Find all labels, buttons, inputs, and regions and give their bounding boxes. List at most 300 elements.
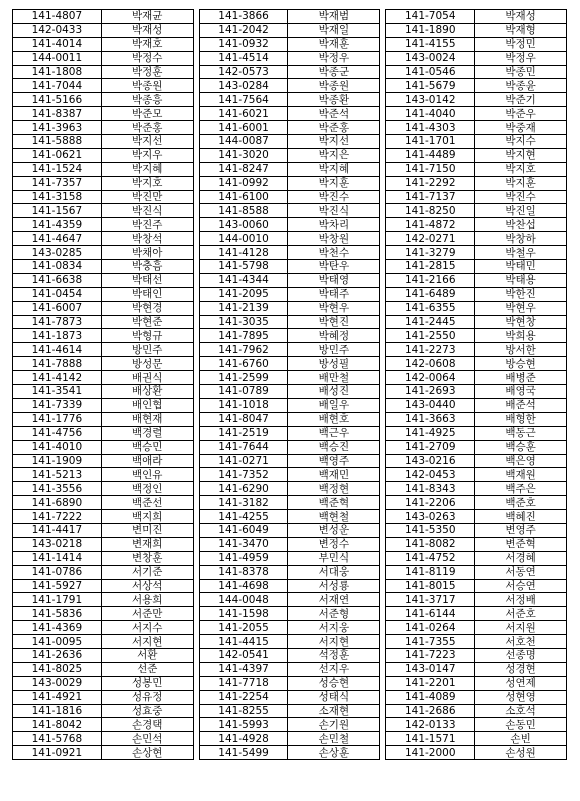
member-name: 박진식	[101, 204, 193, 218]
member-name: 방성문	[101, 357, 193, 371]
table-row	[13, 23, 567, 37]
member-name: 손동민	[475, 718, 567, 732]
member-code: 141-4872	[386, 218, 475, 232]
member-name: 박재성	[475, 10, 567, 24]
member-code: 141-7150	[386, 162, 475, 176]
member-code: 141-0264	[386, 621, 475, 635]
member-code: 143-0216	[386, 454, 475, 468]
member-name: 박태영	[288, 273, 380, 287]
member-code: 141-7054	[386, 10, 475, 24]
member-code: 141-2693	[386, 385, 475, 399]
member-code: 141-1414	[13, 551, 102, 565]
member-code: 141-4303	[386, 121, 475, 135]
member-name: 박종환	[288, 93, 380, 107]
member-code: 144-0048	[199, 593, 288, 607]
member-name: 백준선	[101, 496, 193, 510]
member-code: 143-0142	[386, 93, 475, 107]
member-list-table	[12, 9, 567, 760]
member-name: 선지우	[288, 662, 380, 676]
member-code: 141-2599	[199, 371, 288, 385]
table-row	[13, 287, 567, 301]
table-row	[13, 176, 567, 190]
member-code: 141-7895	[199, 329, 288, 343]
member-name: 박희용	[475, 329, 567, 343]
member-code: 141-6100	[199, 190, 288, 204]
member-code: 141-7873	[13, 315, 102, 329]
member-name: 성연제	[475, 676, 567, 690]
member-name: 박현창	[475, 315, 567, 329]
member-code: 143-0218	[13, 537, 102, 551]
member-name: 박지현	[475, 148, 567, 162]
member-name: 방서한	[475, 343, 567, 357]
member-code: 141-7223	[386, 648, 475, 662]
member-name: 박종민	[475, 65, 567, 79]
member-name: 서준형	[288, 607, 380, 621]
member-code: 141-4752	[386, 551, 475, 565]
member-code: 141-2519	[199, 426, 288, 440]
member-code: 141-4514	[199, 51, 288, 65]
member-name: 백승민	[101, 440, 193, 454]
member-name: 백준호	[475, 496, 567, 510]
member-name: 손민석	[101, 732, 193, 746]
member-code: 143-0060	[199, 218, 288, 232]
member-name: 소재현	[288, 704, 380, 718]
member-name: 배인협	[101, 398, 193, 412]
member-code: 141-0095	[13, 635, 102, 649]
member-code: 141-4415	[199, 635, 288, 649]
member-code: 141-4756	[13, 426, 102, 440]
member-code: 142-0433	[13, 23, 102, 37]
member-name: 백준혁	[288, 496, 380, 510]
table-row	[13, 551, 567, 565]
member-name: 손상훈	[288, 746, 380, 760]
member-name: 박현준	[101, 315, 193, 329]
member-code: 141-6144	[386, 607, 475, 621]
member-name: 백주은	[475, 482, 567, 496]
table-row	[13, 343, 567, 357]
table-row	[13, 426, 567, 440]
member-code: 141-7137	[386, 190, 475, 204]
member-code: 141-2636	[13, 648, 102, 662]
member-code: 141-3158	[13, 190, 102, 204]
table-row	[13, 732, 567, 746]
table-row	[13, 385, 567, 399]
table-row	[13, 162, 567, 176]
member-name: 박준석	[288, 107, 380, 121]
member-name: 박찬섭	[475, 218, 567, 232]
table-row	[13, 579, 567, 593]
member-code: 141-8015	[386, 579, 475, 593]
member-name: 박지호	[101, 176, 193, 190]
table-row	[13, 190, 567, 204]
member-name: 방민주	[288, 343, 380, 357]
member-name: 서승연	[475, 579, 567, 593]
member-name: 박지혜	[101, 162, 193, 176]
member-name: 박현우	[475, 301, 567, 315]
table-row	[13, 718, 567, 732]
table-row	[13, 121, 567, 135]
member-name: 박형규	[101, 329, 193, 343]
member-code: 141-1816	[13, 704, 102, 718]
member-name: 방민주	[101, 343, 193, 357]
member-name: 박진식	[288, 204, 380, 218]
member-code: 141-5679	[386, 79, 475, 93]
member-name: 박태선	[101, 273, 193, 287]
member-name: 서환	[101, 648, 193, 662]
member-code: 141-3963	[13, 121, 102, 135]
member-list-body	[13, 10, 567, 760]
member-code: 141-5166	[13, 93, 102, 107]
member-code: 141-6355	[386, 301, 475, 315]
member-name: 배만철	[288, 371, 380, 385]
member-code: 143-0147	[386, 662, 475, 676]
member-name: 서상석	[101, 579, 193, 593]
member-code: 141-3020	[199, 148, 288, 162]
table-row	[13, 468, 567, 482]
member-name: 박철우	[475, 246, 567, 260]
member-code: 142-0608	[386, 357, 475, 371]
member-name: 박재성	[101, 23, 193, 37]
member-name: 박지선	[288, 135, 380, 149]
member-code: 141-0786	[13, 565, 102, 579]
member-name: 박혜정	[288, 329, 380, 343]
member-code: 141-6760	[199, 357, 288, 371]
table-row	[13, 454, 567, 468]
member-code: 141-2055	[199, 621, 288, 635]
member-code: 141-5836	[13, 607, 102, 621]
member-code: 141-8119	[386, 565, 475, 579]
member-code: 141-6489	[386, 287, 475, 301]
table-row	[13, 51, 567, 65]
member-name: 방성필	[288, 357, 380, 371]
member-code: 143-0024	[386, 51, 475, 65]
member-name: 백인유	[101, 468, 193, 482]
member-code: 141-7718	[199, 676, 288, 690]
member-code: 141-4489	[386, 148, 475, 162]
member-name: 박정수	[101, 51, 193, 65]
member-code: 141-4698	[199, 579, 288, 593]
table-row	[13, 635, 567, 649]
member-code: 141-5350	[386, 523, 475, 537]
member-name: 배형한	[475, 412, 567, 426]
member-code: 141-7222	[13, 510, 102, 524]
member-code: 141-4040	[386, 107, 475, 121]
member-code: 141-7339	[13, 398, 102, 412]
member-code: 141-2201	[386, 676, 475, 690]
member-name: 변준혁	[475, 537, 567, 551]
member-code: 141-8047	[199, 412, 288, 426]
table-row	[13, 329, 567, 343]
member-name: 박종흥	[101, 93, 193, 107]
member-code: 141-3717	[386, 593, 475, 607]
member-name: 배현재	[101, 412, 193, 426]
member-code: 142-0573	[199, 65, 288, 79]
member-code: 141-8025	[13, 662, 102, 676]
member-code: 141-1909	[13, 454, 102, 468]
member-code: 143-0284	[199, 79, 288, 93]
member-name: 백정인	[101, 482, 193, 496]
member-name: 박지훈	[288, 176, 380, 190]
member-code: 142-0064	[386, 371, 475, 385]
member-code: 143-0263	[386, 510, 475, 524]
member-code: 141-5798	[199, 260, 288, 274]
member-code: 141-2709	[386, 440, 475, 454]
member-code: 143-0029	[13, 676, 102, 690]
member-name: 박준홍	[101, 121, 193, 135]
member-code: 141-4010	[13, 440, 102, 454]
member-name: 백동근	[475, 426, 567, 440]
member-name: 박진일	[475, 204, 567, 218]
member-name: 박재일	[288, 23, 380, 37]
member-name: 백근우	[288, 426, 380, 440]
member-code: 141-2254	[199, 690, 288, 704]
member-name: 백승훈	[475, 440, 567, 454]
table-row	[13, 10, 567, 24]
member-code: 141-2686	[386, 704, 475, 718]
table-row	[13, 107, 567, 121]
member-name: 서호천	[475, 635, 567, 649]
member-code: 141-2550	[386, 329, 475, 343]
member-code: 141-4959	[199, 551, 288, 565]
member-code: 141-8247	[199, 162, 288, 176]
member-name: 박정민	[475, 37, 567, 51]
member-code: 141-1776	[13, 412, 102, 426]
member-name: 백혜진	[475, 510, 567, 524]
member-code: 141-1890	[386, 23, 475, 37]
member-code: 141-0921	[13, 746, 102, 760]
member-code: 141-8588	[199, 204, 288, 218]
member-name: 박진만	[101, 190, 193, 204]
member-name: 박종원	[288, 79, 380, 93]
member-code: 141-1808	[13, 65, 102, 79]
member-code: 141-6638	[13, 273, 102, 287]
member-code: 141-3556	[13, 482, 102, 496]
member-code: 141-4142	[13, 371, 102, 385]
member-name: 박지우	[101, 148, 193, 162]
member-name: 박준우	[475, 107, 567, 121]
member-code: 141-0932	[199, 37, 288, 51]
table-row	[13, 357, 567, 371]
member-code: 141-4921	[13, 690, 102, 704]
member-name: 백은영	[475, 454, 567, 468]
member-code: 141-5993	[199, 718, 288, 732]
member-name: 석정훈	[288, 648, 380, 662]
table-row	[13, 93, 567, 107]
member-code: 141-8042	[13, 718, 102, 732]
member-name: 박지선	[101, 135, 193, 149]
member-name: 변미진	[101, 523, 193, 537]
member-name: 성봉민	[101, 676, 193, 690]
member-code: 141-4344	[199, 273, 288, 287]
member-name: 변영주	[475, 523, 567, 537]
member-name: 박충흠	[101, 260, 193, 274]
member-name: 서준만	[101, 607, 193, 621]
member-code: 141-0454	[13, 287, 102, 301]
member-code: 141-2166	[386, 273, 475, 287]
table-row	[13, 607, 567, 621]
member-code: 142-0453	[386, 468, 475, 482]
member-name: 백지희	[101, 510, 193, 524]
member-name: 박한진	[475, 287, 567, 301]
member-name: 백애라	[101, 454, 193, 468]
member-code: 142-0271	[386, 232, 475, 246]
member-code: 141-7962	[199, 343, 288, 357]
member-code: 141-8082	[386, 537, 475, 551]
member-name: 서용희	[101, 593, 193, 607]
table-row	[13, 593, 567, 607]
member-name: 손기원	[288, 718, 380, 732]
member-name: 서지웅	[288, 621, 380, 635]
member-code: 141-8255	[199, 704, 288, 718]
table-row	[13, 398, 567, 412]
member-code: 141-4925	[386, 426, 475, 440]
member-code: 141-0789	[199, 385, 288, 399]
member-name: 박현경	[101, 301, 193, 315]
table-row	[13, 260, 567, 274]
member-name: 선준	[101, 662, 193, 676]
member-name: 배상환	[101, 385, 193, 399]
member-code: 141-1701	[386, 135, 475, 149]
table-row	[13, 676, 567, 690]
member-name: 배성진	[288, 385, 380, 399]
member-name: 서동연	[475, 565, 567, 579]
member-name: 배일우	[288, 398, 380, 412]
table-row	[13, 218, 567, 232]
member-name: 선종명	[475, 648, 567, 662]
member-name: 손경택	[101, 718, 193, 732]
member-name: 박창하	[475, 232, 567, 246]
member-code: 141-3035	[199, 315, 288, 329]
member-name: 박정훈	[101, 65, 193, 79]
member-name: 박준모	[101, 107, 193, 121]
member-name: 백승진	[288, 440, 380, 454]
table-row	[13, 315, 567, 329]
member-code: 144-0087	[199, 135, 288, 149]
member-code: 141-2206	[386, 496, 475, 510]
table-row	[13, 565, 567, 579]
member-code: 141-1791	[13, 593, 102, 607]
member-name: 박종윤	[475, 79, 567, 93]
member-name: 박정우	[288, 51, 380, 65]
member-code: 141-7352	[199, 468, 288, 482]
member-name: 서성룡	[288, 579, 380, 593]
member-name: 박지은	[288, 148, 380, 162]
member-code: 141-0834	[13, 260, 102, 274]
member-code: 141-3470	[199, 537, 288, 551]
member-code: 142-0133	[386, 718, 475, 732]
member-name: 박종군	[288, 65, 380, 79]
member-name: 박지훈	[475, 176, 567, 190]
member-code: 141-3279	[386, 246, 475, 260]
member-name: 백영주	[288, 454, 380, 468]
member-name: 변정수	[288, 537, 380, 551]
member-code: 141-7888	[13, 357, 102, 371]
member-name: 손빈	[475, 732, 567, 746]
table-row	[13, 79, 567, 93]
member-code: 141-4359	[13, 218, 102, 232]
table-row	[13, 704, 567, 718]
member-code: 141-1524	[13, 162, 102, 176]
member-code: 141-6001	[199, 121, 288, 135]
member-name: 박차리	[288, 218, 380, 232]
member-code: 141-3182	[199, 496, 288, 510]
member-code: 141-1018	[199, 398, 288, 412]
member-code: 144-0010	[199, 232, 288, 246]
member-name: 박준기	[475, 93, 567, 107]
member-name: 성승현	[288, 676, 380, 690]
member-name: 성경현	[475, 662, 567, 676]
table-row	[13, 371, 567, 385]
member-name: 박현우	[288, 301, 380, 315]
member-code: 141-7564	[199, 93, 288, 107]
member-name: 손민철	[288, 732, 380, 746]
member-code: 141-5927	[13, 579, 102, 593]
member-name: 백경렬	[101, 426, 193, 440]
member-code: 141-4417	[13, 523, 102, 537]
member-name: 손성원	[475, 746, 567, 760]
table-row	[13, 662, 567, 676]
member-name: 백현철	[288, 510, 380, 524]
member-name: 서기준	[101, 565, 193, 579]
member-code: 141-3663	[386, 412, 475, 426]
member-code: 141-1571	[386, 732, 475, 746]
member-code: 141-4255	[199, 510, 288, 524]
table-row	[13, 232, 567, 246]
member-code: 141-4614	[13, 343, 102, 357]
member-name: 박지호	[475, 162, 567, 176]
member-name: 박재균	[101, 10, 193, 24]
member-code: 141-0271	[199, 454, 288, 468]
member-code: 141-2273	[386, 343, 475, 357]
member-code: 141-4128	[199, 246, 288, 260]
table-row	[13, 301, 567, 315]
member-code: 144-0011	[13, 51, 102, 65]
member-code: 141-2445	[386, 315, 475, 329]
member-name: 배영국	[475, 385, 567, 399]
member-name: 백재민	[288, 468, 380, 482]
member-name: 배현호	[288, 412, 380, 426]
member-name: 성현영	[475, 690, 567, 704]
member-code: 141-7644	[199, 440, 288, 454]
table-row	[13, 204, 567, 218]
table-row	[13, 746, 567, 760]
table-row	[13, 412, 567, 426]
member-name: 박진수	[475, 190, 567, 204]
member-name: 서지수	[101, 621, 193, 635]
member-name: 박천수	[288, 246, 380, 260]
table-row	[13, 37, 567, 51]
table-row	[13, 510, 567, 524]
member-name: 배준석	[475, 398, 567, 412]
member-name: 백정현	[288, 482, 380, 496]
member-code: 141-6021	[199, 107, 288, 121]
member-name: 박진주	[101, 218, 193, 232]
table-row	[13, 690, 567, 704]
member-code: 141-4155	[386, 37, 475, 51]
member-code: 141-4807	[13, 10, 102, 24]
member-name: 박종원	[101, 79, 193, 93]
member-name: 변재희	[101, 537, 193, 551]
member-code: 141-4647	[13, 232, 102, 246]
member-name: 박지혜	[288, 162, 380, 176]
member-code: 141-2000	[386, 746, 475, 760]
member-name: 성태식	[288, 690, 380, 704]
member-name: 박채아	[101, 246, 193, 260]
member-name: 부민식	[288, 551, 380, 565]
member-code: 141-6049	[199, 523, 288, 537]
member-code: 143-0285	[13, 246, 102, 260]
member-code: 141-0992	[199, 176, 288, 190]
